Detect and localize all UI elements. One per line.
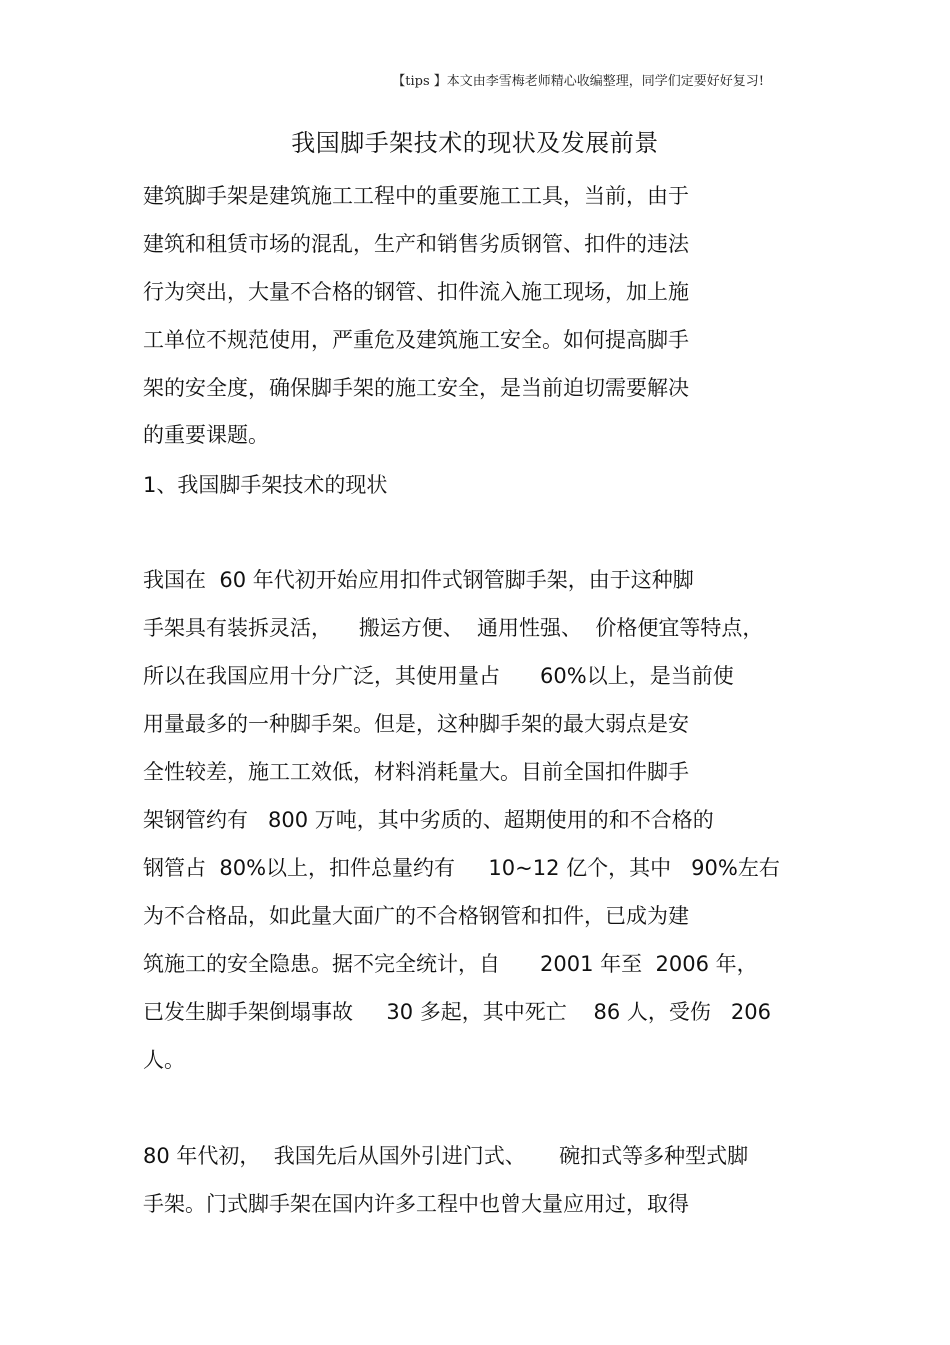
body-line: 筑施工的安全隐患。据不完全统计，自 2001 年至 2006 年， [143,952,758,976]
body-line: 80 年代初， 我国先后从国外引进门式、 碗扣式等多种型式脚 [143,1144,749,1168]
body-line: 架钢管约有 800 万吨，其中劣质的、超期使用的和不合格的 [143,808,714,832]
body-line: 所以在我国应用十分广泛，其使用量占 60%以上，是当前使 [143,664,734,688]
section-heading: 1、我国脚手架技术的现状 [143,473,388,497]
tips-header: 【tips 】本文由李雪梅老师精心收编整理，同学们定要好好复习! [392,74,764,89]
body-line: 建筑脚手架是建筑施工工程中的重要施工工具，当前，由于 [143,184,689,208]
body-line: 为不合格品，如此量大面广的不合格钢管和扣件，已成为建 [143,904,689,928]
body-line: 用量最多的一种脚手架。但是，这种脚手架的最大弱点是安 [143,712,689,736]
body-line: 手架具有装拆灵活， 搬运方便、 通用性强、 价格便宜等特点， [143,616,764,640]
body-line: 建筑和租赁市场的混乱，生产和销售劣质钢管、扣件的违法 [143,232,689,256]
body-line: 我国在 60 年代初开始应用扣件式钢管脚手架，由于这种脚 [143,568,694,592]
body-line: 手架。门式脚手架在国内许多工程中也曾大量应用过，取得 [143,1192,689,1216]
body-line: 已发生脚手架倒塌事故 30 多起，其中死亡 86 人，受伤 206 [143,1000,771,1024]
body-line: 钢管占 80%以上，扣件总量约有 10~12 亿个，其中 90%左右 [143,856,780,880]
body-line: 工单位不规范使用，严重危及建筑施工安全。如何提高脚手 [143,328,689,352]
body-line: 架的安全度，确保脚手架的施工安全，是当前迫切需要解决 [143,376,689,400]
body-line: 人。 [143,1048,185,1072]
body-line: 的重要课题。 [143,423,269,447]
body-line: 全性较差，施工工效低，材料消耗量大。目前全国扣件脚手 [143,760,689,784]
page-title: 我国脚手架技术的现状及发展前景 [291,129,659,157]
body-line: 行为突出，大量不合格的钢管、扣件流入施工现场，加上施 [143,280,689,304]
